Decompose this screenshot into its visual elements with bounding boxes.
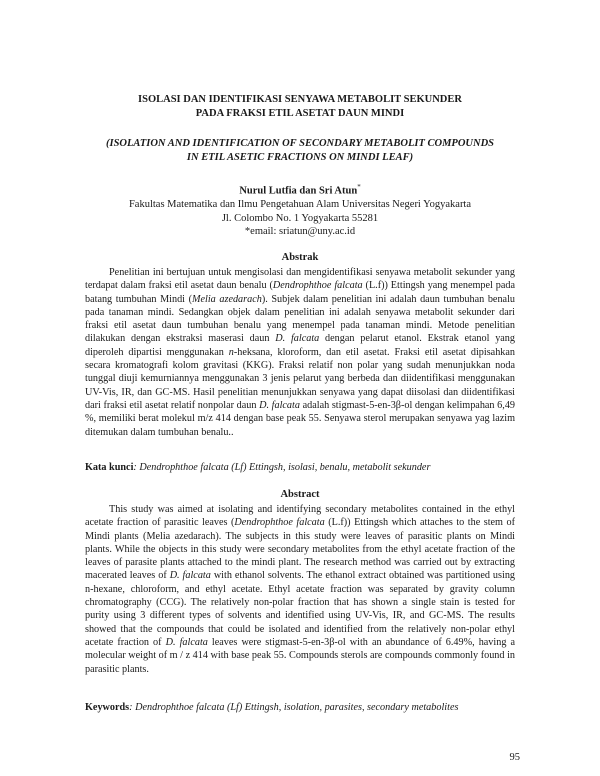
- abstrak-italic-2: Melia azedarach: [192, 293, 262, 305]
- abstrak-text-3: ). Subjek dalam penelitian ini adalah daun tumbuhan benalu pada tanaman mindi. Sedangkan objek dalam penelitian ini adalah senyawa metabolit sekunder dari fraksi etil asetat daun tumbuhan benalu yang menempel pada tanaman mindi. Metode penelitian dilakukan dengan ekstraksi maserasi daun: [85, 293, 515, 345]
- author-names-line: [60, 181, 540, 198]
- title-en-line-2: IN ETIL ASETIC FRACTIONS ON MINDI LEAF): [186, 152, 414, 163]
- affiliation: Fakultas Matematika dan Ilmu Pengetahuan Alam Universitas Negeri Yogyakarta: [128, 199, 472, 210]
- abstrak-text-5: -heksana, kloroform, dan etil asetat. Fraksi etil asetat dipisahkan secara kromatografi kolom gravitasi (KKG). Fraksi relatif non polar yang sudah menunjukkan noda tunggal diuji kemurniannya menggunakan 3 jenis pelarut yang berbeda dan diidentifikasi menggunakan UV-Vis, IR, dan GC-MS. Hasil penelitian menunjukkan senyawa yang dapat diisolasi dan diidentifikasi dari fraksi etil asetat relatif nonpolar daun: [85, 346, 516, 411]
- author-names: Nurul Lutfia dan Sri Atun: [239, 185, 358, 197]
- abstract-heading: Abstract: [280, 489, 320, 500]
- abstrak-heading: Abstrak: [281, 252, 319, 263]
- corresponding-marker: *: [357, 183, 361, 191]
- email: *email: sriatun@uny.ac.id: [244, 226, 356, 237]
- abstrak-italic-1: Dendrophthoe falcata: [272, 280, 363, 292]
- address: Jl. Colombo No. 1 Yogyakarta 55281: [221, 212, 379, 224]
- keywords: [85, 701, 525, 714]
- abstract-text-4: leaves were stigmast-5-en-3β-ol with an abundance of 6.49%, having a molecular weight of m / z 414 with base peak 55. Compounds sterols are compounds commonly found in parasitic plants.: [85, 636, 515, 675]
- abstrak-text-4: dengan pelarut etanol. Ekstrak etanol yang diperoleh dipartisi menggunakan: [85, 333, 515, 358]
- keywords-text: : Dendrophthoe falcata (Lf) Ettingsh, isolation, parasites, secondary metabolites: [129, 702, 459, 713]
- title-english: [60, 137, 540, 165]
- kata-kunci: [85, 461, 525, 474]
- abstrak-italic-3: D. falcata: [275, 333, 320, 345]
- abstrak-text-1: Penelitian ini bertujuan untuk mengisolasi dan mengidentifikasi senyawa metabolit sekunder yang terdapat dalam fraksi etil asetat daun benalu (: [85, 267, 515, 292]
- author-block: [60, 181, 540, 239]
- abstrak-italic-4: n: [228, 346, 234, 358]
- abstract-text-2: (L.f)) Ettingsh which attaches to the stem of Mindi plants (Melia azedarach). The subjects in this study were leaves of parasitic plants on Mindi plants. While the objects in this study were secondary metabolites from the ethyl acetate fraction of the leaves of parasite plants attached to the mindi plant. The research method was carried out by extracting macerated leaves of: [85, 517, 515, 582]
- title-indonesian: [60, 93, 540, 121]
- abstract-body: [85, 503, 515, 676]
- keywords-label: Keywords: [85, 702, 130, 713]
- abstract-italic-3: D. falcata: [165, 636, 208, 648]
- abstract-text-3: with ethanol solvents. The ethanol extract obtained was partitioned using n-hexane, chloroform, and ethyl acetate. Ethyl acetate fraction was separated by gravity column chromatography (CCG). The relatively non-polar fraction that has shown a single stain is tested for purity using 3 different types of solvents and identified using UV-Vis, IR, and GC-MS. The results showed that the compounds that could be isolated and identified from the relatively non-polar ethyl acetate fraction of: [85, 570, 515, 648]
- abstract-italic-2: D. falcata: [169, 570, 211, 582]
- title-en-line-1: (ISOLATION AND IDENTIFICATION OF SECONDARY METABOLIT COMPOUNDS: [106, 138, 494, 149]
- abstrak-text-6: adalah stigmast-5-en-3β-ol dengan kelimpahan 6,49 %, memiliki berat molekul m/z 414 dengan base peak 55. Senyawa sterol merupakan senyawa yag lazim ditemukan dalam tumbuhan benalu..: [85, 399, 516, 438]
- page-number: 95: [509, 752, 520, 763]
- kata-kunci-text: : Dendrophthoe falcata (Lf) Ettingsh, isolasi, benalu, metabolit sekunder: [133, 462, 431, 473]
- abstract-text-1: This study was aimed at isolating and identifying secondary metabolites contained in the ethyl acetate fraction of parasitic leaves (: [85, 504, 515, 529]
- abstrak-body: [85, 266, 515, 439]
- title-line-1: ISOLASI DAN IDENTIFIKASI SENYAWA METABOLIT SEKUNDER: [138, 94, 462, 105]
- abstract-italic-1: Dendrophthoe falcata: [234, 517, 325, 529]
- title-line-2: PADA FRAKSI ETIL ASETAT DAUN MINDI: [195, 108, 405, 119]
- kata-kunci-label: Kata kunci: [85, 462, 134, 473]
- abstrak-italic-5: D. falcata: [259, 399, 300, 411]
- abstrak-text-2: (L.f)) Ettingsh yang menempel pada batang tumbuhan Mindi (: [85, 280, 516, 305]
